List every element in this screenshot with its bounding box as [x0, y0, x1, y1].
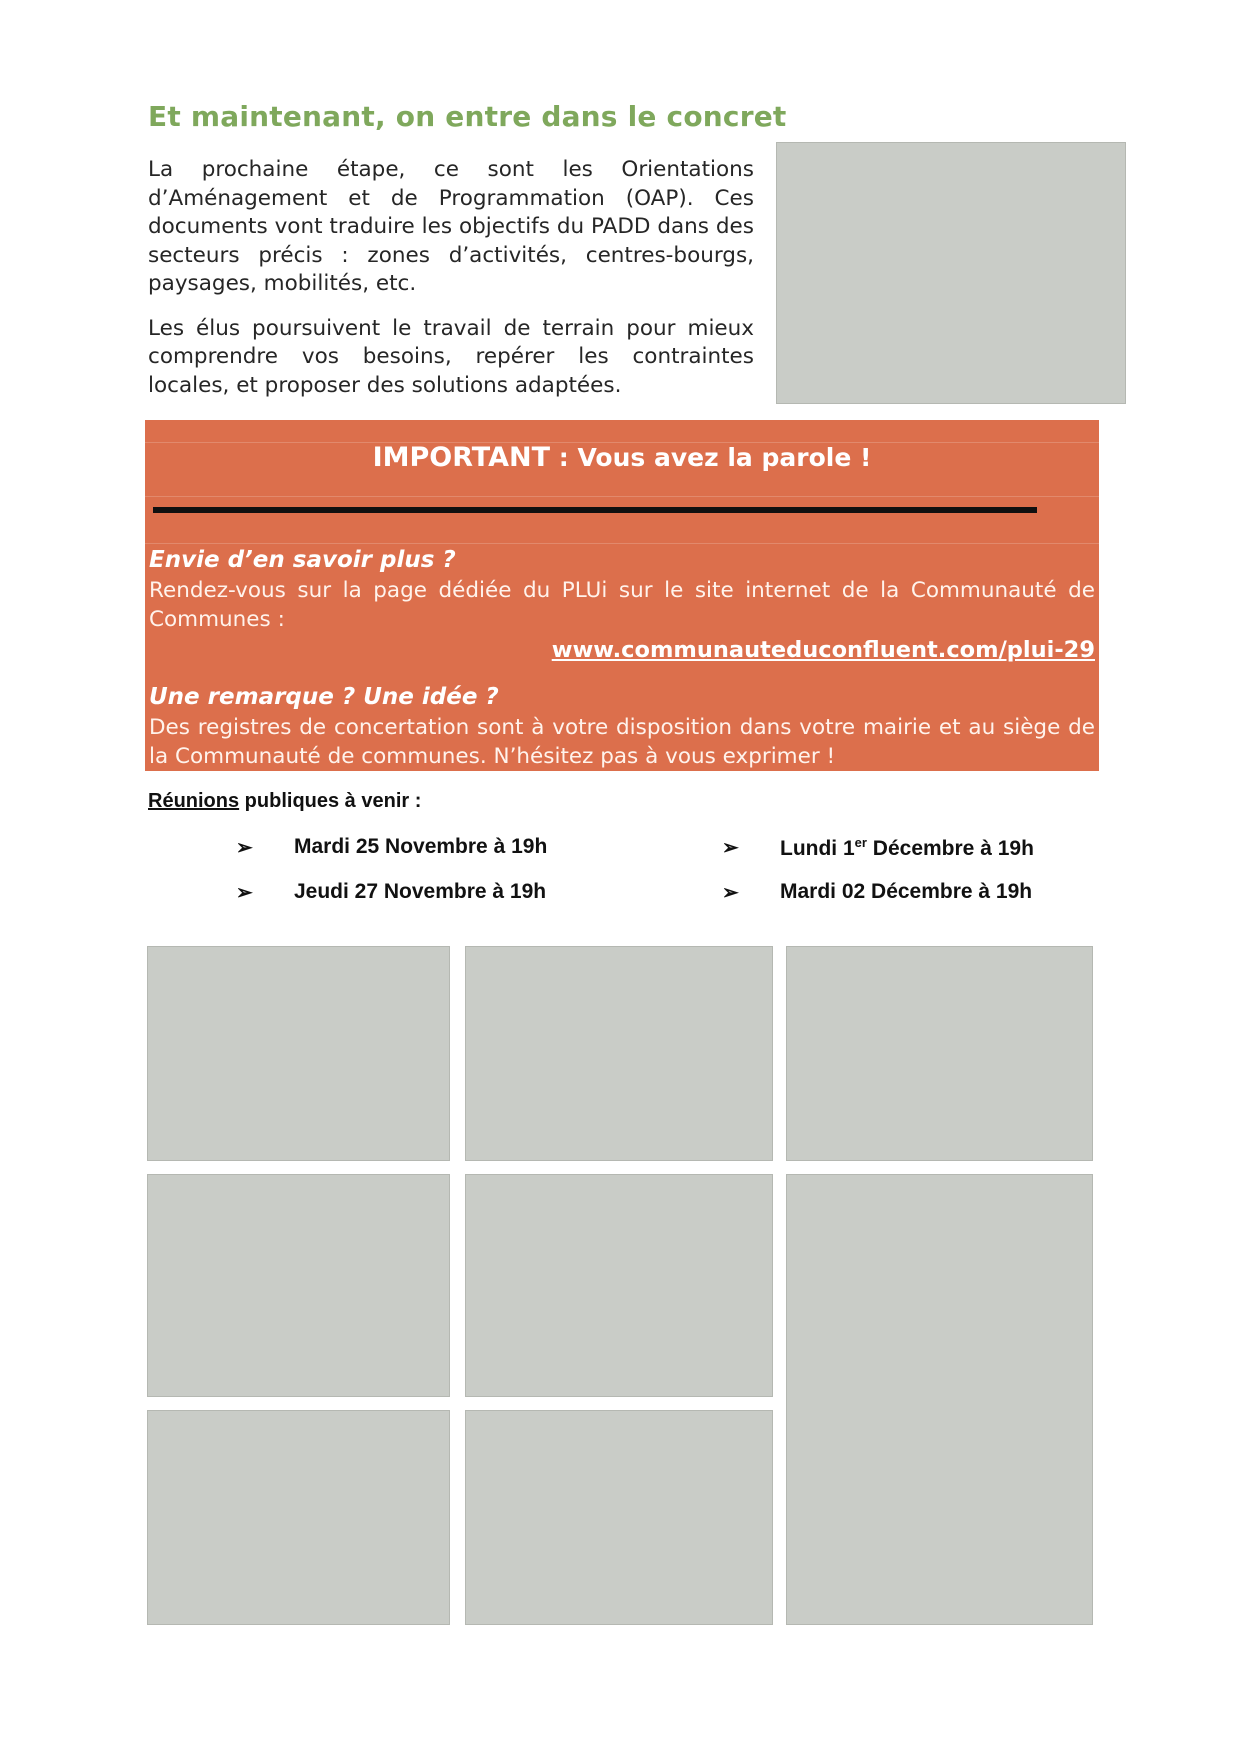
gallery-photo-riverside-beach [147, 1410, 450, 1625]
gallery-photo-aerial [786, 946, 1093, 1161]
box-line [145, 496, 1099, 497]
workshop-photo [776, 142, 1126, 404]
meeting-date [780, 835, 1034, 861]
meeting-date: Mardi 02 Décembre à 19h [780, 880, 1033, 903]
arrow-bullet-icon: ➢ [722, 882, 739, 904]
question-learn-more: Envie d’en savoir plus ? [149, 547, 456, 573]
meetings-heading-underlined: Réunions [148, 790, 240, 812]
page-title: Et maintenant, on entre dans le concret [148, 100, 787, 133]
important-heading-rest: : Vous avez la parole ! [550, 443, 872, 472]
meeting-date: Mardi 25 Novembre à 19h [294, 835, 548, 858]
gallery-photo-canal [465, 1410, 773, 1625]
gallery-photo-station [147, 946, 450, 1161]
meeting-date-post: Décembre à 19h [866, 837, 1034, 860]
intro-paragraph-1: La prochaine étape, ce sont les Orientations d’Aménagement et de Programmation (OAP). Ces documents vont traduire les objectifs du PADD dans des secteurs précis : zones d’activités, centres-bourgs, paysages, mobilités, etc. [148, 157, 754, 296]
arrow-bullet-icon: ➢ [722, 837, 739, 859]
meeting-date-sup: er [854, 835, 867, 850]
arrow-bullet-icon: ➢ [236, 837, 253, 859]
box-line [145, 543, 1099, 544]
meeting-date: Jeudi 27 Novembre à 19h [294, 880, 547, 903]
meeting-date-pre: Lundi 1 [780, 837, 855, 860]
meetings-heading [148, 790, 421, 813]
important-heading [145, 442, 1099, 473]
gallery-photo-windmill [465, 946, 773, 1161]
intro-paragraph-2: Les élus poursuivent le travail de terrain pour mieux comprendre vos besoins, repérer les contraintes locales, et proposer des solutions adaptées. [148, 315, 754, 398]
black-divider [153, 507, 1037, 513]
learn-more-text: Rendez-vous sur la page dédiée du PLUi sur le site internet de la Communauté de Communes : [149, 578, 1095, 632]
remark-text: Des registres de concertation sont à votre disposition dans votre mairie et au siège de la Communauté de communes. N’hésitez pas à vous exprimer ! [149, 715, 1095, 769]
arrow-bullet-icon: ➢ [236, 882, 253, 904]
plui-website-link[interactable]: www.communauteduconfluent.com/plui-29 [551, 637, 1095, 663]
intro-text [148, 156, 754, 416]
important-heading-strong: IMPORTANT [372, 442, 551, 473]
meetings-heading-rest: publiques à venir : [239, 790, 422, 812]
gallery-photo-viewpoint-sign [465, 1174, 773, 1397]
gallery-photo-church [147, 1174, 450, 1397]
question-remark: Une remarque ? Une idée ? [149, 684, 499, 710]
important-box [145, 420, 1099, 771]
gallery-photo-la-confluence-totem [786, 1174, 1093, 1625]
